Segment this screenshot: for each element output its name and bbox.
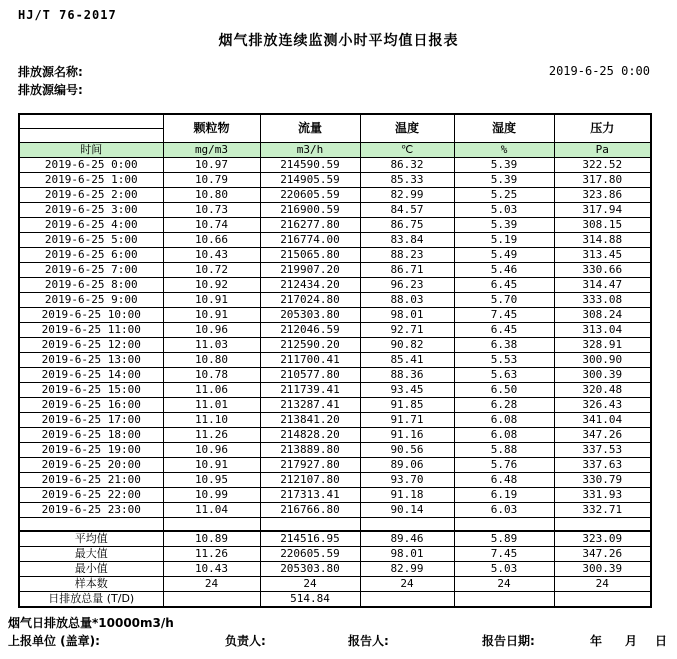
day-label: 日 xyxy=(655,634,668,648)
value-cell: 86.32 xyxy=(360,157,454,172)
value-cell: 7.45 xyxy=(454,307,554,322)
value-cell: 317.94 xyxy=(554,202,651,217)
value-cell: 96.23 xyxy=(360,277,454,292)
value-cell: 5.49 xyxy=(454,247,554,262)
summary-value-cell: 89.46 xyxy=(360,531,454,547)
summary-label: 最小值 xyxy=(19,562,163,577)
value-cell: 308.24 xyxy=(554,307,651,322)
value-cell: 211700.41 xyxy=(260,352,360,367)
table-row xyxy=(19,472,651,487)
value-cell: 90.56 xyxy=(360,442,454,457)
value-cell: 92.71 xyxy=(360,322,454,337)
value-cell: 347.26 xyxy=(554,427,651,442)
table-row xyxy=(19,187,651,202)
value-cell: 332.71 xyxy=(554,502,651,517)
value-cell: 5.53 xyxy=(454,352,554,367)
value-cell: 5.19 xyxy=(454,232,554,247)
value-cell: 322.52 xyxy=(554,157,651,172)
summary-row xyxy=(19,592,651,608)
value-cell: 214828.20 xyxy=(260,427,360,442)
value-cell: 6.08 xyxy=(454,412,554,427)
value-cell: 5.46 xyxy=(454,262,554,277)
value-cell: 337.53 xyxy=(554,442,651,457)
value-cell: 328.91 xyxy=(554,337,651,352)
value-cell: 6.08 xyxy=(454,427,554,442)
value-cell: 300.90 xyxy=(554,352,651,367)
unit-cell-0: mg/m3 xyxy=(163,142,260,157)
value-cell: 10.97 xyxy=(163,157,260,172)
time-cell: 2019-6-25 22:00 xyxy=(19,487,163,502)
value-cell: 6.48 xyxy=(454,472,554,487)
unit-cell-2: ℃ xyxy=(360,142,454,157)
unit-cell-3: % xyxy=(454,142,554,157)
column-header-3: 湿度 xyxy=(454,114,554,142)
table-row xyxy=(19,397,651,412)
table-row xyxy=(19,337,651,352)
value-cell: 216766.80 xyxy=(260,502,360,517)
value-cell: 11.10 xyxy=(163,412,260,427)
table-row xyxy=(19,247,651,262)
time-cell: 2019-6-25 9:00 xyxy=(19,292,163,307)
value-cell: 10.80 xyxy=(163,352,260,367)
value-cell: 341.04 xyxy=(554,412,651,427)
value-cell: 323.86 xyxy=(554,187,651,202)
value-cell: 314.88 xyxy=(554,232,651,247)
value-cell: 5.25 xyxy=(454,187,554,202)
table-row xyxy=(19,292,651,307)
time-cell: 2019-6-25 12:00 xyxy=(19,337,163,352)
spacer-cell xyxy=(19,517,163,531)
reporter-label: 报告人: xyxy=(348,634,389,648)
value-cell: 88.36 xyxy=(360,367,454,382)
table-row xyxy=(19,277,651,292)
table-row xyxy=(19,262,651,277)
value-cell: 6.19 xyxy=(454,487,554,502)
time-cell: 2019-6-25 23:00 xyxy=(19,502,163,517)
value-cell: 10.74 xyxy=(163,217,260,232)
report-datetime: 2019-6-25 0:00 xyxy=(548,64,650,78)
time-cell: 2019-6-25 17:00 xyxy=(19,412,163,427)
value-cell: 11.03 xyxy=(163,337,260,352)
column-header-4: 压力 xyxy=(554,114,651,142)
value-cell: 10.96 xyxy=(163,442,260,457)
value-cell: 88.03 xyxy=(360,292,454,307)
summary-value-cell: 323.09 xyxy=(554,531,651,547)
page-title: 烟气排放连续监测小时平均值日报表 xyxy=(218,33,459,49)
year-label: 年 xyxy=(590,634,603,648)
value-cell: 216277.80 xyxy=(260,217,360,232)
summary-value-cell: 7.45 xyxy=(454,547,554,562)
summary-value-cell: 24 xyxy=(454,577,554,592)
value-cell: 212046.59 xyxy=(260,322,360,337)
spacer-cell xyxy=(260,517,360,531)
summary-value-cell: 220605.59 xyxy=(260,547,360,562)
value-cell: 213889.80 xyxy=(260,442,360,457)
value-cell: 215065.80 xyxy=(260,247,360,262)
value-cell: 93.45 xyxy=(360,382,454,397)
summary-row xyxy=(19,577,651,592)
table-row xyxy=(19,232,651,247)
summary-value-cell xyxy=(454,592,554,608)
value-cell: 5.03 xyxy=(454,202,554,217)
value-cell: 216900.59 xyxy=(260,202,360,217)
hourly-average-table xyxy=(18,113,652,608)
value-cell: 326.43 xyxy=(554,397,651,412)
value-cell: 300.39 xyxy=(554,367,651,382)
table-row xyxy=(19,172,651,187)
value-cell: 93.70 xyxy=(360,472,454,487)
time-cell: 2019-6-25 15:00 xyxy=(19,382,163,397)
value-cell: 320.48 xyxy=(554,382,651,397)
value-cell: 217313.41 xyxy=(260,487,360,502)
value-cell: 5.63 xyxy=(454,367,554,382)
value-cell: 6.38 xyxy=(454,337,554,352)
time-cell: 2019-6-25 5:00 xyxy=(19,232,163,247)
summary-value-cell xyxy=(163,592,260,608)
source-id-label: 排放源编号: xyxy=(18,83,83,97)
value-cell: 213841.20 xyxy=(260,412,360,427)
value-cell: 211739.41 xyxy=(260,382,360,397)
summary-value-cell: 514.84 xyxy=(260,592,360,608)
value-cell: 10.43 xyxy=(163,247,260,262)
summary-value-cell: 300.39 xyxy=(554,562,651,577)
time-cell: 2019-6-25 0:00 xyxy=(19,157,163,172)
spacer-cell xyxy=(454,517,554,531)
value-cell: 98.01 xyxy=(360,307,454,322)
time-cell: 2019-6-25 3:00 xyxy=(19,202,163,217)
value-cell: 85.33 xyxy=(360,172,454,187)
summary-label: 日排放总量 (T/D) xyxy=(19,592,163,608)
value-cell: 90.82 xyxy=(360,337,454,352)
summary-value-cell: 24 xyxy=(554,577,651,592)
spacer-cell xyxy=(163,517,260,531)
time-cell: 2019-6-25 1:00 xyxy=(19,172,163,187)
table-row xyxy=(19,412,651,427)
value-cell: 330.66 xyxy=(554,262,651,277)
value-cell: 308.15 xyxy=(554,217,651,232)
summary-value-cell: 24 xyxy=(360,577,454,592)
value-cell: 82.99 xyxy=(360,187,454,202)
table-row xyxy=(19,427,651,442)
value-cell: 217024.80 xyxy=(260,292,360,307)
value-cell: 85.41 xyxy=(360,352,454,367)
value-cell: 10.91 xyxy=(163,457,260,472)
source-name-label: 排放源名称: xyxy=(18,65,83,79)
table-row xyxy=(19,202,651,217)
value-cell: 212434.20 xyxy=(260,277,360,292)
summary-label: 样本数 xyxy=(19,577,163,592)
summary-value-cell: 82.99 xyxy=(360,562,454,577)
time-cell: 2019-6-25 14:00 xyxy=(19,367,163,382)
value-cell: 313.04 xyxy=(554,322,651,337)
value-cell: 10.91 xyxy=(163,292,260,307)
spacer-cell xyxy=(554,517,651,531)
unit-cell-1: m3/h xyxy=(260,142,360,157)
value-cell: 214905.59 xyxy=(260,172,360,187)
value-cell: 86.71 xyxy=(360,262,454,277)
time-cell: 2019-6-25 7:00 xyxy=(19,262,163,277)
time-cell: 2019-6-25 16:00 xyxy=(19,397,163,412)
value-cell: 331.93 xyxy=(554,487,651,502)
value-cell: 205303.80 xyxy=(260,307,360,322)
summary-value-cell: 214516.95 xyxy=(260,531,360,547)
summary-value-cell: 5.89 xyxy=(454,531,554,547)
value-cell: 88.23 xyxy=(360,247,454,262)
report-date-label: 报告日期: xyxy=(482,634,535,648)
value-cell: 5.70 xyxy=(454,292,554,307)
table-row xyxy=(19,367,651,382)
table-row xyxy=(19,442,651,457)
value-cell: 333.08 xyxy=(554,292,651,307)
table-row xyxy=(19,352,651,367)
value-cell: 6.28 xyxy=(454,397,554,412)
summary-value-cell: 205303.80 xyxy=(260,562,360,577)
value-cell: 5.39 xyxy=(454,157,554,172)
value-cell: 213287.41 xyxy=(260,397,360,412)
time-cell: 2019-6-25 10:00 xyxy=(19,307,163,322)
value-cell: 11.26 xyxy=(163,427,260,442)
value-cell: 314.47 xyxy=(554,277,651,292)
value-cell: 6.45 xyxy=(454,322,554,337)
table-row xyxy=(19,217,651,232)
summary-value-cell xyxy=(554,592,651,608)
value-cell: 10.66 xyxy=(163,232,260,247)
summary-value-cell: 5.03 xyxy=(454,562,554,577)
value-cell: 90.14 xyxy=(360,502,454,517)
time-header-blank-top xyxy=(19,114,163,128)
value-cell: 217927.80 xyxy=(260,457,360,472)
value-cell: 10.79 xyxy=(163,172,260,187)
summary-value-cell: 11.26 xyxy=(163,547,260,562)
value-cell: 10.78 xyxy=(163,367,260,382)
value-cell: 10.72 xyxy=(163,262,260,277)
value-cell: 5.88 xyxy=(454,442,554,457)
unit-cell-4: Pa xyxy=(554,142,651,157)
value-cell: 10.92 xyxy=(163,277,260,292)
value-cell: 11.06 xyxy=(163,382,260,397)
summary-label: 平均值 xyxy=(19,531,163,547)
summary-value-cell xyxy=(360,592,454,608)
value-cell: 91.71 xyxy=(360,412,454,427)
summary-row xyxy=(19,547,651,562)
summary-value-cell: 24 xyxy=(163,577,260,592)
value-cell: 83.84 xyxy=(360,232,454,247)
value-cell: 91.16 xyxy=(360,427,454,442)
value-cell: 214590.59 xyxy=(260,157,360,172)
spacer-row xyxy=(19,517,651,531)
table-row xyxy=(19,487,651,502)
value-cell: 210577.80 xyxy=(260,367,360,382)
value-cell: 10.73 xyxy=(163,202,260,217)
time-cell: 2019-6-25 20:00 xyxy=(19,457,163,472)
spacer-cell xyxy=(360,517,454,531)
table-row xyxy=(19,382,651,397)
value-cell: 6.45 xyxy=(454,277,554,292)
value-cell: 10.80 xyxy=(163,187,260,202)
value-cell: 216774.00 xyxy=(260,232,360,247)
report-unit-label: 上报单位 (盖章): xyxy=(8,634,100,648)
value-cell: 10.91 xyxy=(163,307,260,322)
value-cell: 313.45 xyxy=(554,247,651,262)
table-row xyxy=(19,307,651,322)
value-cell: 11.04 xyxy=(163,502,260,517)
value-cell: 5.39 xyxy=(454,172,554,187)
time-cell: 2019-6-25 11:00 xyxy=(19,322,163,337)
value-cell: 10.96 xyxy=(163,322,260,337)
summary-value-cell: 10.43 xyxy=(163,562,260,577)
value-cell: 10.95 xyxy=(163,472,260,487)
summary-row xyxy=(19,562,651,577)
value-cell: 91.85 xyxy=(360,397,454,412)
time-cell: 2019-6-25 2:00 xyxy=(19,187,163,202)
time-cell: 2019-6-25 8:00 xyxy=(19,277,163,292)
summary-value-cell: 98.01 xyxy=(360,547,454,562)
value-cell: 11.01 xyxy=(163,397,260,412)
value-cell: 84.57 xyxy=(360,202,454,217)
time-header: 时间 xyxy=(19,142,163,157)
column-header-0: 颗粒物 xyxy=(163,114,260,142)
standard-code: HJ/T 76-2017 xyxy=(18,8,117,22)
time-cell: 2019-6-25 13:00 xyxy=(19,352,163,367)
column-header-2: 温度 xyxy=(360,114,454,142)
summary-value-cell: 347.26 xyxy=(554,547,651,562)
time-cell: 2019-6-25 4:00 xyxy=(19,217,163,232)
value-cell: 212107.80 xyxy=(260,472,360,487)
value-cell: 91.18 xyxy=(360,487,454,502)
value-cell: 89.06 xyxy=(360,457,454,472)
time-cell: 2019-6-25 18:00 xyxy=(19,427,163,442)
month-label: 月 xyxy=(625,634,638,648)
footer-note: 烟气日排放总量*10000m3/h xyxy=(8,616,174,630)
value-cell: 212590.20 xyxy=(260,337,360,352)
value-cell: 220605.59 xyxy=(260,187,360,202)
time-cell: 2019-6-25 6:00 xyxy=(19,247,163,262)
column-header-1: 流量 xyxy=(260,114,360,142)
table-row xyxy=(19,502,651,517)
summary-value-cell: 24 xyxy=(260,577,360,592)
time-cell: 2019-6-25 21:00 xyxy=(19,472,163,487)
value-cell: 317.80 xyxy=(554,172,651,187)
responsible-person-label: 负责人: xyxy=(225,634,266,648)
time-header-blank-bottom xyxy=(19,128,163,142)
value-cell: 6.50 xyxy=(454,382,554,397)
value-cell: 330.79 xyxy=(554,472,651,487)
value-cell: 219907.20 xyxy=(260,262,360,277)
summary-label: 最大值 xyxy=(19,547,163,562)
table-row xyxy=(19,157,651,172)
value-cell: 337.63 xyxy=(554,457,651,472)
value-cell: 6.03 xyxy=(454,502,554,517)
summary-value-cell: 10.89 xyxy=(163,531,260,547)
time-cell: 2019-6-25 19:00 xyxy=(19,442,163,457)
value-cell: 5.76 xyxy=(454,457,554,472)
value-cell: 5.39 xyxy=(454,217,554,232)
table-row xyxy=(19,322,651,337)
summary-row xyxy=(19,531,651,547)
value-cell: 86.75 xyxy=(360,217,454,232)
table-row xyxy=(19,457,651,472)
value-cell: 10.99 xyxy=(163,487,260,502)
